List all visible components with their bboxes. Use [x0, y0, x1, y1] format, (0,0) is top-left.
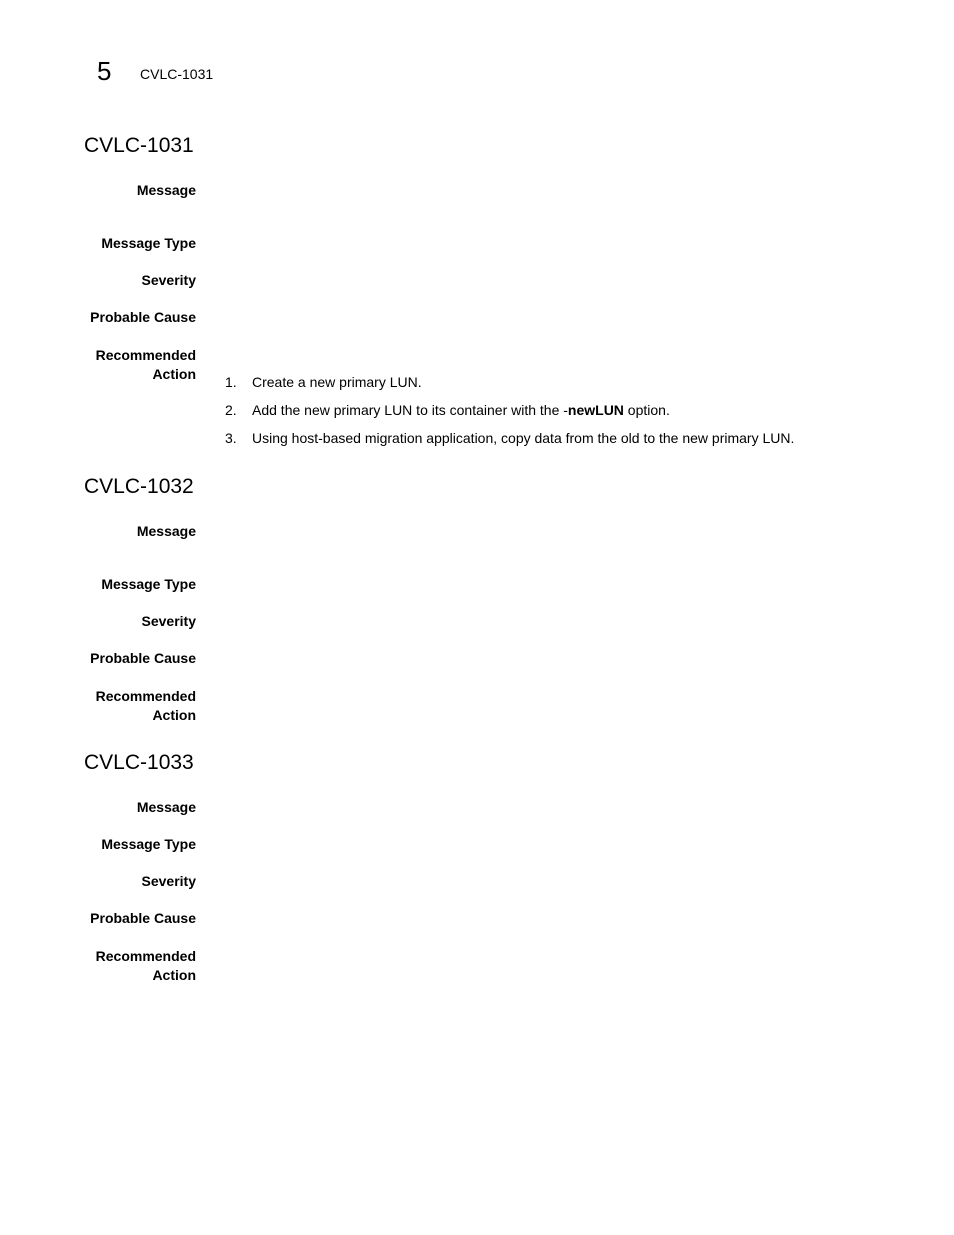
step-text: option. — [623, 402, 670, 418]
step-number: 1. — [225, 374, 237, 390]
recommended-action-label — [56, 346, 196, 384]
recommended-action-steps — [225, 373, 794, 457]
step-number: 2. — [225, 402, 237, 418]
severity-label: Severity — [141, 272, 196, 288]
section-cvlc-1031 — [84, 134, 884, 454]
recommended-label-line: Recommended — [95, 948, 196, 964]
command-option: newLUN — [567, 402, 624, 418]
step-text: Add the new primary LUN to its container with the - — [252, 402, 568, 418]
step-item — [225, 429, 794, 457]
section-title: CVLC-1033 — [84, 751, 194, 774]
section-cvlc-1032 — [84, 475, 884, 735]
recommended-label-line: Recommended — [95, 688, 196, 704]
message-label: Message — [136, 523, 196, 539]
probable-cause-label: Probable Cause — [90, 650, 196, 666]
probable-cause-label: Probable Cause — [90, 910, 196, 926]
action-label-line: Action — [152, 366, 196, 382]
chapter-number: 5 — [97, 56, 112, 86]
message-type-label: Message Type — [101, 235, 196, 251]
severity-label: Severity — [141, 613, 196, 629]
running-title: CVLC-1031 — [140, 66, 214, 82]
action-label-line: Action — [152, 967, 196, 983]
probable-cause-label: Probable Cause — [90, 309, 196, 325]
message-label: Message — [136, 799, 196, 815]
section-title: CVLC-1031 — [84, 134, 194, 157]
recommended-label-line: Recommended — [95, 347, 196, 363]
recommended-action-label — [56, 687, 196, 725]
section-cvlc-1033 — [84, 751, 884, 991]
action-label-line: Action — [152, 707, 196, 723]
step-text: Create a new primary LUN. — [252, 374, 422, 390]
step-text: Using host-based migration application, copy data from the old to the new primary LUN. — [252, 430, 795, 446]
step-number: 3. — [225, 430, 237, 446]
step-item — [225, 373, 794, 401]
message-type-label: Message Type — [101, 576, 196, 592]
message-label: Message — [136, 182, 196, 198]
section-title: CVLC-1032 — [84, 475, 194, 498]
recommended-action-label — [56, 947, 196, 985]
message-type-label: Message Type — [101, 836, 196, 852]
step-item — [225, 401, 794, 429]
severity-label: Severity — [141, 873, 196, 889]
